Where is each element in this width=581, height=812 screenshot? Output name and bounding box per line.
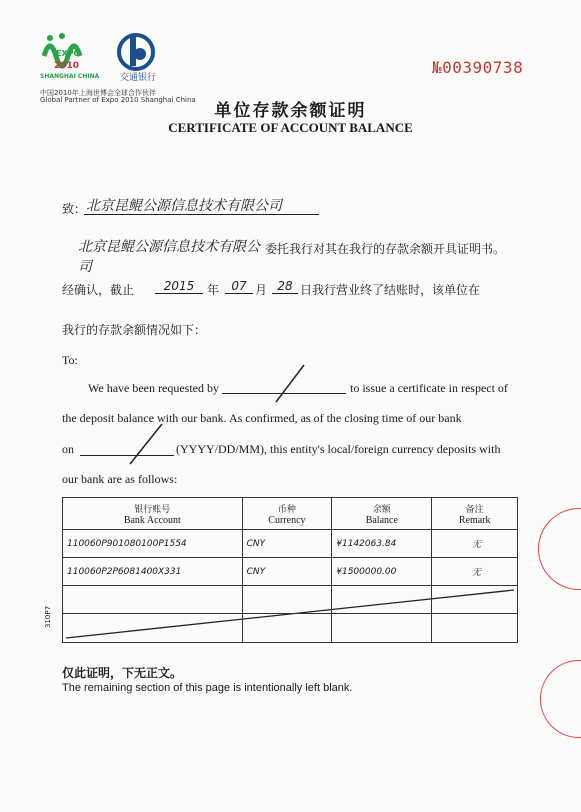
table-header-row [63,498,518,530]
en-line2: the deposit balance with our bank. As confirmed, as of the closing time of our bank [62,411,462,425]
table-row [63,586,518,614]
row1-account: 110060P901080100P1554 [63,530,243,558]
form-code: 310P7 [44,605,52,628]
empty-cell [432,586,518,614]
month-value: 07 [225,279,253,294]
header-balance: 余额 Balance [332,498,432,530]
empty-cell [63,614,243,643]
expo-caption-en: Global Partner of Expo 2010 Shanghai China [40,96,196,104]
footer-en: The remaining section of this page is intentionally left blank. [62,682,353,694]
empty-cell [242,614,332,643]
month-label: 月 [255,283,268,297]
en-line1-b: to issue a certificate in respect of [350,381,508,395]
account-table [62,497,518,643]
expo-caption-cn: 中国2010年上海世博会全球合作伙伴 [40,89,156,97]
day-suffix: 日我行营业终了结账时，该单位在 [300,283,481,297]
header-bank-account: 银行账号 Bank Account [63,498,243,530]
empty-cell [332,614,432,643]
to-label-en: To: [62,353,78,367]
empty-cell [242,586,332,614]
row1-currency: CNY [242,530,332,558]
en-line3-b: (YYYY/DD/MM), this entity's local/foreign currency deposits with [176,442,501,456]
title-en: CERTIFICATE OF ACCOUNT BALANCE [168,120,413,135]
svg-text:SHANGHAI CHINA: SHANGHAI CHINA [40,73,100,80]
table-row [63,530,518,558]
year-value: 2015 [155,279,203,294]
svg-text:EXPO: EXPO [56,49,81,58]
to-label-cn: 致： [62,202,87,216]
svg-text:2010: 2010 [54,61,80,71]
en-line3-a: on [62,442,74,456]
requester-handwritten: 北京昆鲲公源信息技术有限公司 [78,239,260,275]
row2-currency: CNY [242,558,332,586]
serial-number: №00390738 [432,58,524,77]
footer-cn: 仅此证明，下无正文。 [62,666,183,680]
row2-remark: 无 [432,558,518,586]
year-label: 年 [207,283,220,297]
row1-balance: ¥1142063.84 [332,530,432,558]
en-line4: our bank are as follows: [62,472,178,486]
request-text: 委托我行对其在我行的存款余额开具证明书。 [265,242,506,256]
header-remark: 备注 Remark [432,498,518,530]
bank-name: 交通银行 [120,73,157,83]
row1-remark: 无 [432,530,518,558]
en-line1-a: We have been requested by [88,381,219,395]
day-value: 28 [272,279,298,294]
empty-cell [63,586,243,614]
table-row [63,614,518,643]
empty-cell [432,614,518,643]
header-currency: 币种 Currency [242,498,332,530]
recipient-handwritten: 北京昆鲲公源信息技术有限公司 [86,198,282,214]
row2-balance: ¥1500000.00 [332,558,432,586]
table-row [63,558,518,586]
line3-cn: 我行的存款余额情况如下： [62,323,207,337]
title-cn: 单位存款余额证明 [214,101,367,121]
row2-account: 110060P2P6081400X331 [63,558,243,586]
confirm-prefix: 经确认，截止 [62,283,135,297]
empty-cell [332,586,432,614]
